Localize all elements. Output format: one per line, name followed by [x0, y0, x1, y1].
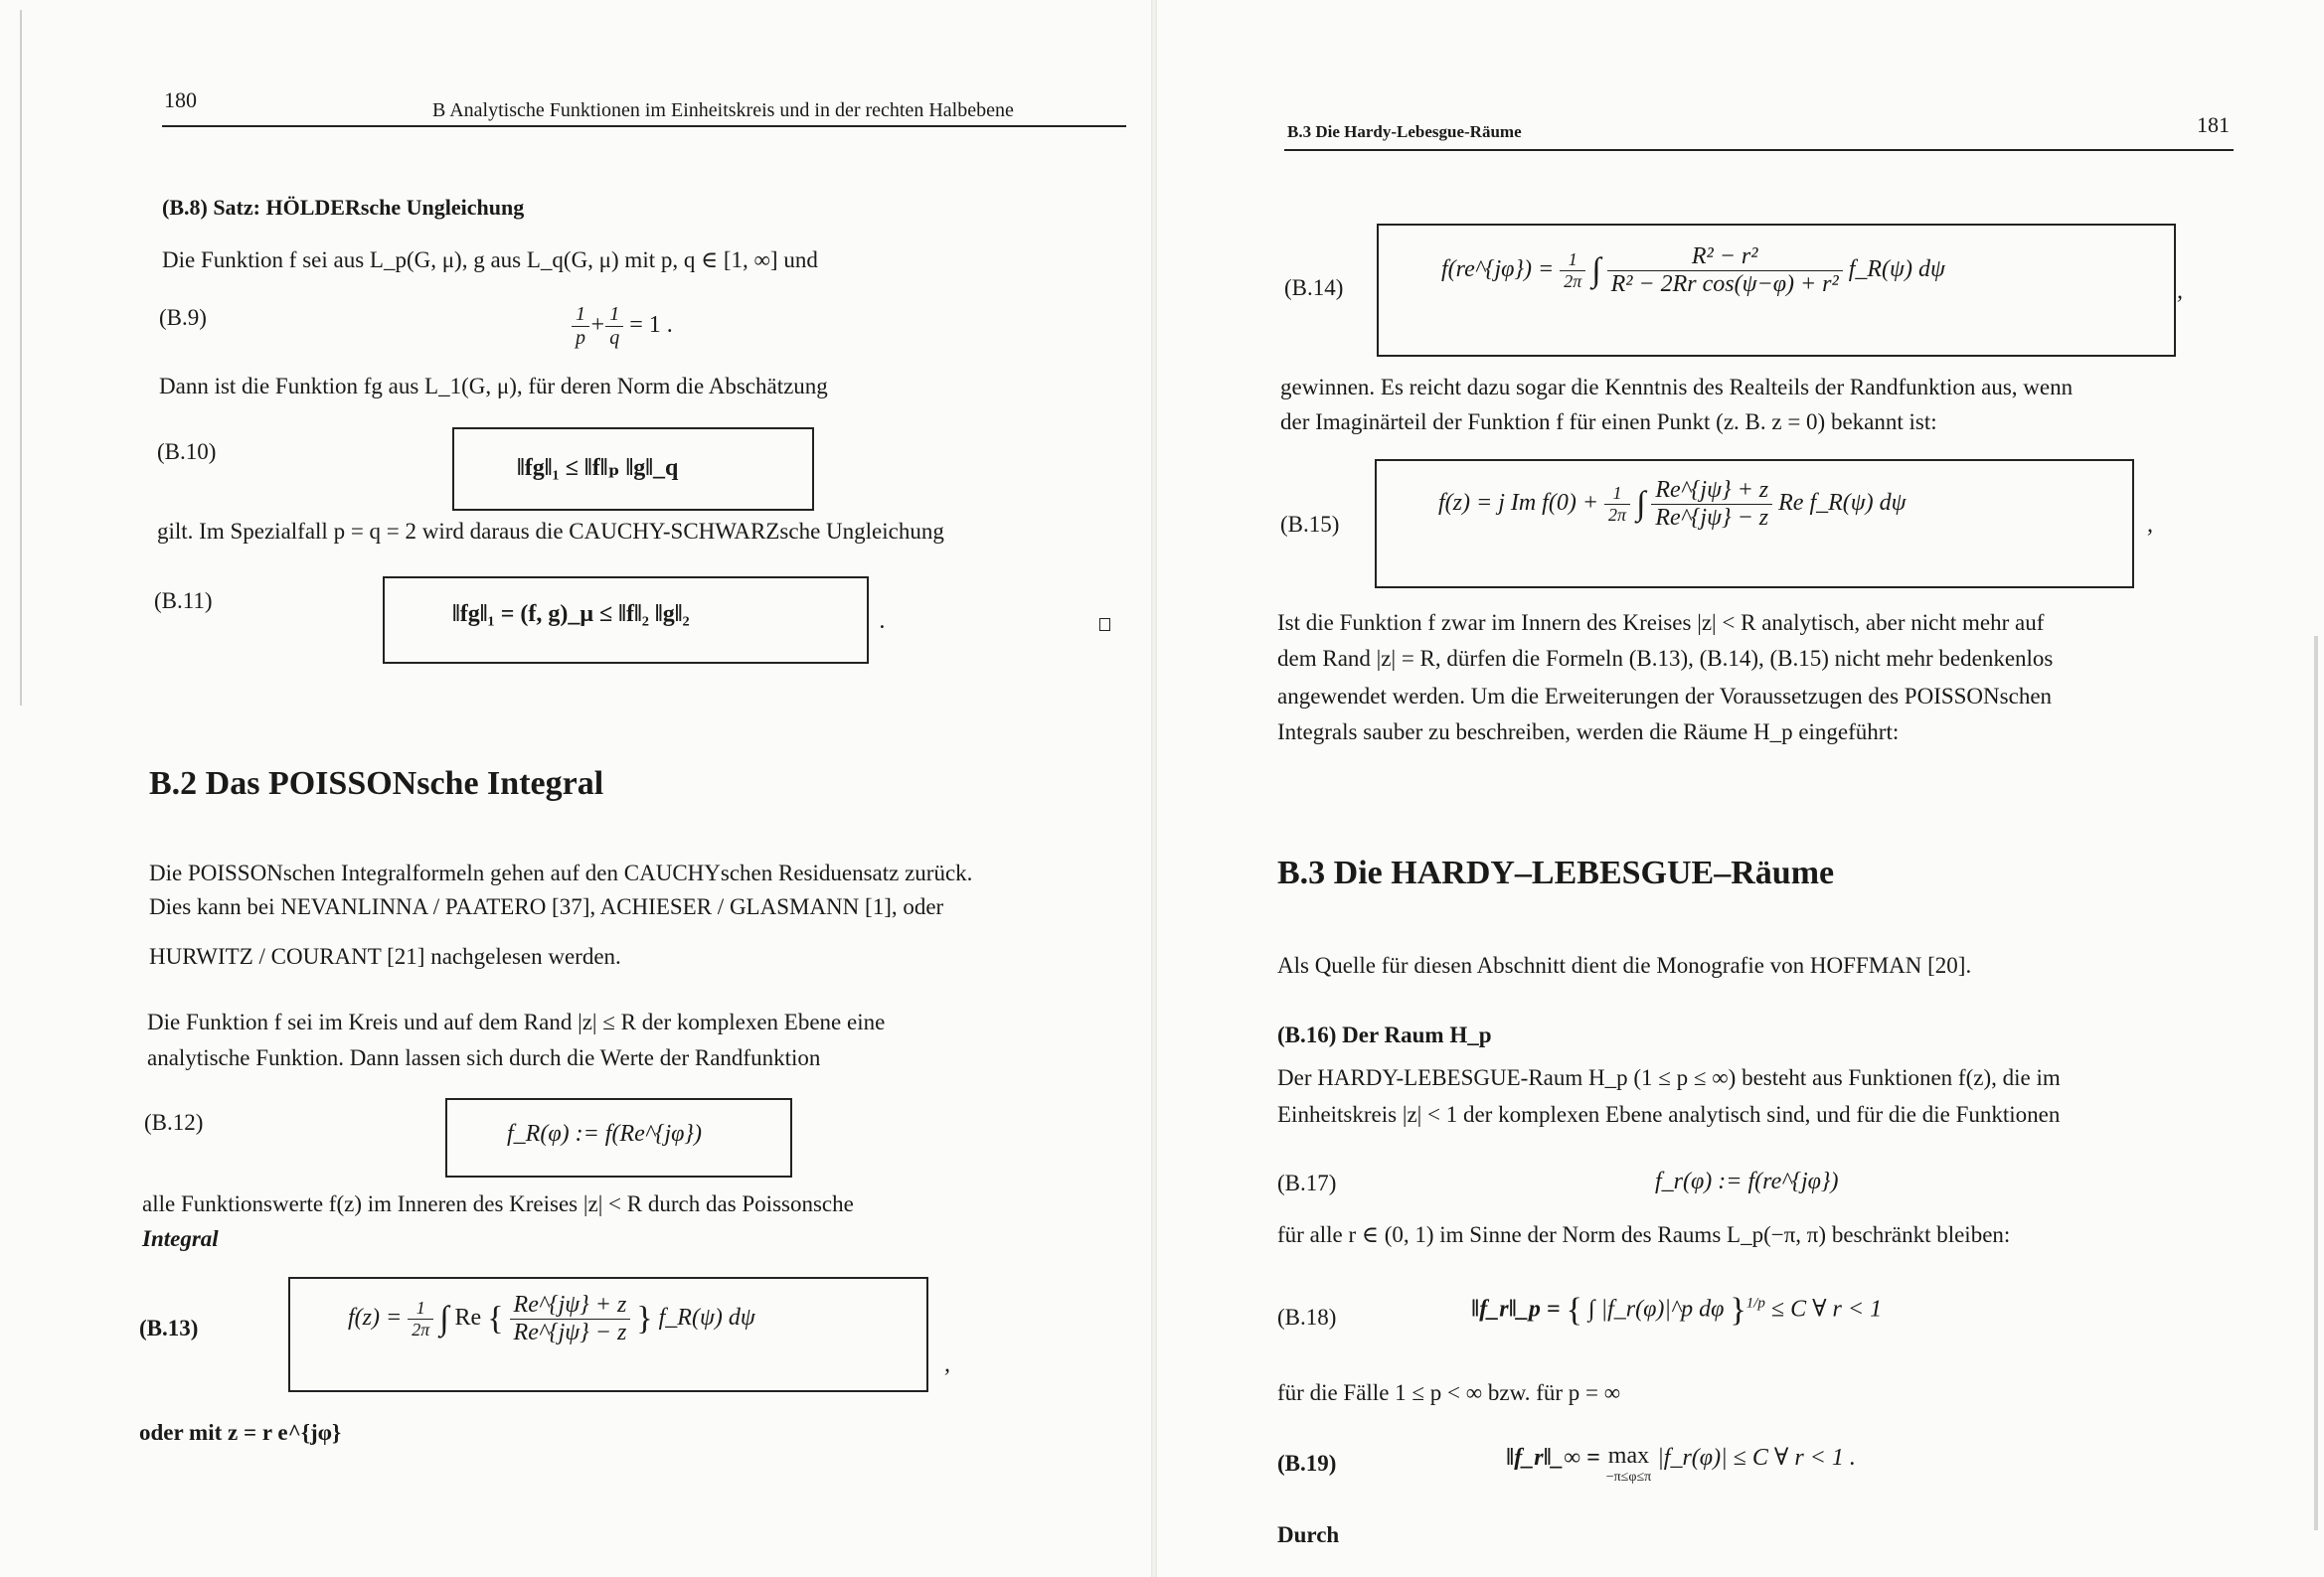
equation-b15: f(z) = j Im f(0) + $\frac{1}{2\pi}$ ∫ $\frac{Re\^{}\{j\psi\} + z}{Re\^{}\{j\psi\} - z}$ Re f_R(ψ) dψ: [1438, 477, 1907, 531]
equation-label: (B.18): [1277, 1305, 1337, 1330]
paragraph: Integral: [142, 1226, 219, 1251]
paragraph: Dann ist die Funktion fg aus L_1(G, μ), für deren Norm die Abschätzung: [159, 374, 828, 398]
paragraph: für alle r ∈ (0, 1) im Sinne der Norm des Raums L_p(−π, π) beschränkt bleiben:: [1277, 1222, 2011, 1247]
definition-title: (B.16) Der Raum H_p: [1277, 1023, 1492, 1047]
paragraph: gilt. Im Spezialfall p = q = 2 wird daraus die CAUCHY-SCHWARZsche Ungleichung: [157, 519, 944, 544]
header-rule-left: [162, 125, 1126, 127]
equation-b18: ‖f_r‖_p = { ∫ |f_r(φ)|^p dφ }$^{1/p}$ ≤ C ∀ r < 1: [1471, 1292, 1883, 1329]
paragraph: der Imaginärteil der Funktion f für einen Punkt (z. B. z = 0) bekannt ist:: [1280, 409, 1937, 434]
paragraph: angewendet werden. Um die Erweiterungen der Voraussetzugen des POISSONschen: [1277, 684, 2053, 709]
equation-label: (B.14): [1284, 275, 1344, 300]
paragraph: gewinnen. Es reicht dazu sogar die Kenntnis des Realteils der Randfunktion aus, wenn: [1280, 375, 2074, 399]
paragraph: analytische Funktion. Dann lassen sich durch die Werte der Randfunktion: [147, 1045, 821, 1070]
equation-b13: f(z) = $\frac{1}{2\pi}$ ∫ Re { $\frac{Re\^{}\{j\psi\} + z}{Re\^{}\{j\psi\} - z}$ } f_R(ψ) dψ: [348, 1292, 755, 1345]
equation-label: (B.10): [157, 439, 217, 464]
page-number-right: 181: [2197, 112, 2230, 137]
paragraph: Als Quelle für diesen Abschnitt dient die Monografie von HOFFMAN [20].: [1277, 953, 1972, 978]
equation-label: (B.9): [159, 305, 207, 330]
paragraph: Einheitskreis |z| < 1 der komplexen Ebene analytisch sind, und für die die Funktionen: [1277, 1102, 2061, 1127]
left-page: [0, 0, 1153, 1577]
equation-label: (B.12): [144, 1110, 204, 1135]
equation-label: (B.19): [1277, 1451, 1337, 1476]
paragraph: Ist die Funktion f zwar im Innern des Kreises |z| < R analytisch, aber nicht mehr auf: [1277, 610, 2045, 635]
equation-label: (B.11): [154, 588, 213, 613]
paragraph: Die Funktion f sei im Kreis und auf dem Rand |z| ≤ R der komplexen Ebene eine: [147, 1010, 886, 1034]
running-head-right: B.3 Die Hardy-Lebesgue-Räume: [1287, 122, 1522, 141]
paragraph: dem Rand |z| = R, dürfen die Formeln (B.13), (B.14), (B.15) nicht mehr bedenkenlos: [1277, 646, 2054, 671]
equation-b11: ‖fg‖₁ = (f, g)_μ ≤ ‖f‖₂ ‖g‖₂: [452, 601, 690, 627]
paragraph: Der HARDY-LEBESGUE-Raum H_p (1 ≤ p ≤ ∞) besteht aus Funktionen f(z), die im: [1277, 1065, 2061, 1090]
paragraph: für die Fälle 1 ≤ p < ∞ bzw. für p = ∞: [1277, 1380, 1621, 1405]
header-rule-right: [1284, 149, 2234, 151]
paragraph: Dies kann bei NEVANLINNA / PAATERO [37], ACHIESER / GLASMANN [1], oder: [149, 894, 944, 919]
page-number-left: 180: [164, 87, 197, 112]
equation-label: (B.17): [1277, 1171, 1337, 1195]
paragraph: Die Funktion f sei aus L_p(G, μ), g aus L_q(G, μ) mit p, q ∈ [1, ∞] und: [162, 247, 818, 272]
running-head-left: B Analytische Funktionen im Einheitskreis und in der rechten Halbebene: [432, 99, 1014, 121]
equation-punct: ,: [944, 1351, 950, 1377]
equation-label: (B.13): [139, 1316, 199, 1340]
paragraph: Die POISSONschen Integralformeln gehen auf den CAUCHYschen Residuensatz zurück.: [149, 861, 973, 885]
right-page: [1163, 0, 2324, 1577]
paragraph: HURWITZ / COURANT [21] nachgelesen werden.: [149, 944, 621, 969]
paragraph: oder mit z = r e^{jφ}: [139, 1420, 342, 1445]
section-heading-b2: B.2 Das POISSONsche Integral: [149, 765, 604, 802]
section-heading-b3: B.3 Die HARDY–LEBESGUE–Räume: [1277, 855, 1835, 891]
qed-symbol: [1099, 618, 1110, 631]
paragraph: Durch: [1277, 1522, 1340, 1547]
equation-b10: ‖fg‖₁ ≤ ‖f‖ₚ ‖g‖_q: [517, 455, 679, 481]
equation-punct: ,: [2177, 278, 2183, 304]
equation-b19: ‖f_r‖_∞ = max −π≤φ≤π |f_r(φ)| ≤ C ∀ r < 1 .: [1506, 1443, 1856, 1485]
equation-b12: f_R(φ) := f(Re^{jφ}): [507, 1121, 703, 1147]
equation-punct: .: [880, 608, 886, 634]
equation-b14: f(re^{jφ}) = $\frac{1}{2\pi}$ ∫ $\frac{\text{R² − r²}}{\text{R² − 2Rr cos(ψ−φ) + r²}}$ f_R(ψ) dψ: [1441, 243, 1945, 297]
paragraph: Integrals sauber zu beschreiben, werden die Räume H_p eingeführt:: [1277, 719, 1900, 744]
equation-punct: ,: [2147, 512, 2153, 538]
theorem-title: (B.8) Satz: HÖLDERsche Ungleichung: [162, 195, 525, 220]
equation-label: (B.15): [1280, 512, 1340, 537]
equation-b9: $\frac{1}{p}$ + $\frac{1}{q}$ = 1 .: [572, 303, 673, 350]
paragraph: alle Funktionswerte f(z) im Inneren des Kreises |z| < R durch das Poissonsche: [142, 1191, 854, 1216]
equation-b17: f_r(φ) := f(re^{jφ}): [1655, 1169, 1839, 1194]
